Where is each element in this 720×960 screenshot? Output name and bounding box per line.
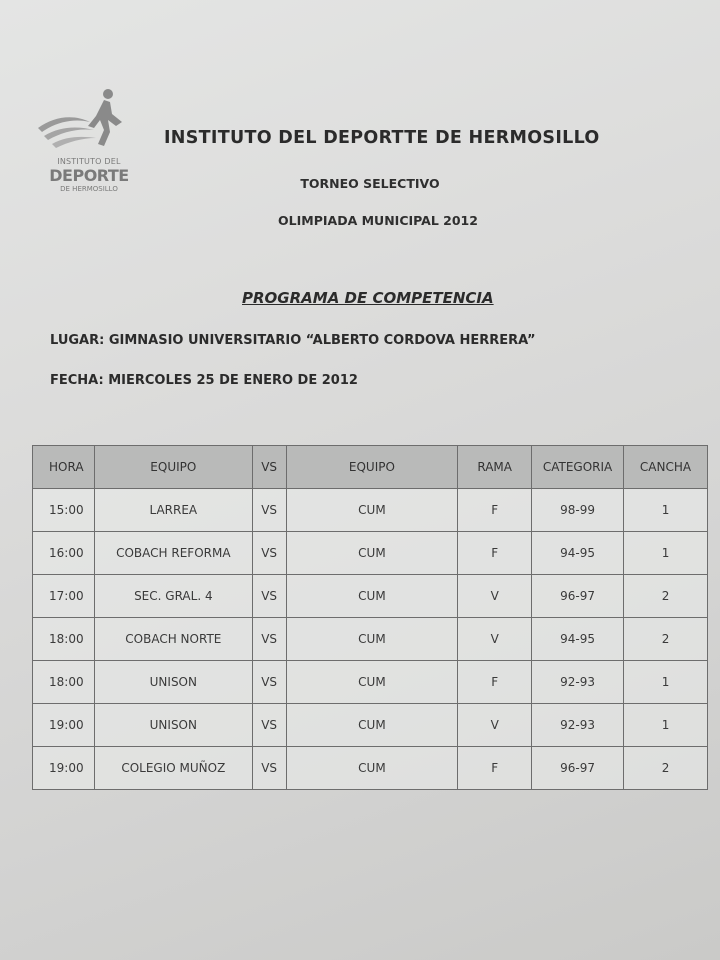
table-row (33, 704, 708, 747)
col-header-categoria: CATEGORIA (532, 446, 624, 489)
cell-categoria: 96-97 (532, 575, 624, 618)
cell-vs: VS (252, 489, 286, 532)
cell-equipo-2: CUM (286, 704, 458, 747)
cell-rama: V (458, 704, 532, 747)
cell-hora: 18:00 (33, 618, 95, 661)
cell-vs: VS (252, 661, 286, 704)
table-row (33, 489, 708, 532)
cell-hora: 17:00 (33, 575, 95, 618)
cell-equipo-1: LARREA (94, 489, 252, 532)
col-header-rama: RAMA (458, 446, 532, 489)
cell-hora: 16:00 (33, 532, 95, 575)
logo-line-2: DEPORTE (49, 166, 129, 185)
cell-equipo-2: CUM (286, 747, 458, 790)
cell-categoria: 92-93 (532, 704, 624, 747)
col-header-hora: HORA (33, 446, 95, 489)
table-row (33, 747, 708, 790)
cell-equipo-2: CUM (286, 661, 458, 704)
event-name: OLIMPIADA MUNICIPAL 2012 (278, 213, 478, 228)
cell-equipo-1: UNISON (94, 661, 252, 704)
table-header-row (33, 446, 708, 489)
cell-equipo-1: UNISON (94, 704, 252, 747)
col-header-equipo-1: EQUIPO (94, 446, 252, 489)
cell-equipo-2: CUM (286, 489, 458, 532)
cell-equipo-1: SEC. GRAL. 4 (94, 575, 252, 618)
cell-categoria: 96-97 (532, 747, 624, 790)
cell-hora: 19:00 (33, 747, 95, 790)
cell-cancha: 1 (624, 489, 708, 532)
table-row (33, 532, 708, 575)
cell-categoria: 92-93 (532, 661, 624, 704)
cell-rama: F (458, 747, 532, 790)
cell-hora: 18:00 (33, 661, 95, 704)
cell-rama: V (458, 618, 532, 661)
cell-equipo-2: CUM (286, 532, 458, 575)
cell-cancha: 1 (624, 704, 708, 747)
tournament-name: TORNEO SELECTIVO (300, 176, 440, 191)
cell-vs: VS (252, 618, 286, 661)
cell-categoria: 94-95 (532, 618, 624, 661)
cell-vs: VS (252, 575, 286, 618)
cell-equipo-1: COBACH NORTE (94, 618, 252, 661)
cell-vs: VS (252, 704, 286, 747)
cell-rama: F (458, 661, 532, 704)
col-header-cancha: CANCHA (624, 446, 708, 489)
cell-vs: VS (252, 747, 286, 790)
logo-line-3: DE HERMOSILLO (60, 185, 118, 193)
cell-rama: F (458, 532, 532, 575)
cell-rama: F (458, 489, 532, 532)
cell-categoria: 94-95 (532, 532, 624, 575)
cell-cancha: 1 (624, 661, 708, 704)
col-header-equipo-2: EQUIPO (286, 446, 458, 489)
cell-cancha: 2 (624, 747, 708, 790)
cell-equipo-2: CUM (286, 618, 458, 661)
cell-categoria: 98-99 (532, 489, 624, 532)
table-row (33, 575, 708, 618)
cell-rama: V (458, 575, 532, 618)
table-row (33, 618, 708, 661)
cell-hora: 15:00 (33, 489, 95, 532)
program-heading: PROGRAMA DE COMPETENCIA (242, 289, 494, 307)
cell-cancha: 2 (624, 618, 708, 661)
table-row (33, 661, 708, 704)
venue-line: LUGAR: GIMNASIO UNIVERSITARIO “ALBERTO CORDOVA HERRERA” (50, 333, 536, 348)
date-line: FECHA: MIERCOLES 25 DE ENERO DE 2012 (50, 373, 358, 388)
cell-vs: VS (252, 532, 286, 575)
col-header-vs: VS (252, 446, 286, 489)
cell-hora: 19:00 (33, 704, 95, 747)
cell-equipo-2: CUM (286, 575, 458, 618)
cell-equipo-1: COBACH REFORMA (94, 532, 252, 575)
logo-line-1: INSTITUTO DEL (57, 157, 121, 166)
schedule-table (32, 445, 708, 790)
runner-logo-icon (34, 86, 134, 161)
cell-cancha: 1 (624, 532, 708, 575)
document-title: INSTITUTO DEL DEPORTTE DE HERMOSILLO (164, 128, 600, 148)
cell-cancha: 2 (624, 575, 708, 618)
cell-equipo-1: COLEGIO MUÑOZ (94, 747, 252, 790)
